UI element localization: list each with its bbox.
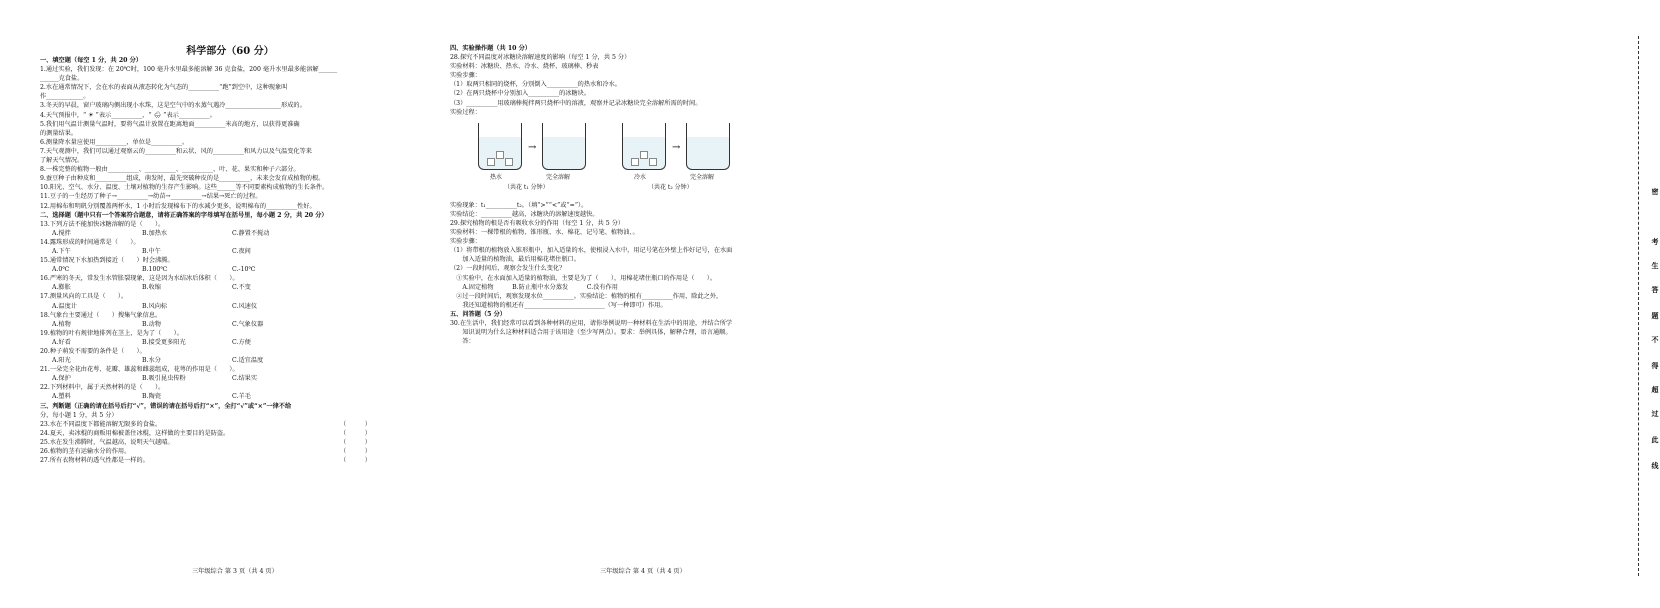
binding-char: 线 (1651, 462, 1660, 469)
sugar-cube (649, 158, 657, 166)
experiment-line: 实验步骤： (450, 238, 481, 246)
question-line: 16.严寒的冬天，常发生水管胀裂现象，这是因为水结冰后体积（ ）。 (40, 275, 239, 283)
option: B.收缩 (142, 284, 161, 292)
judge-text: 24.夏天，卖冰棍的商贩用棉被盖住冰棍，这样做的主要目的是防盗。 (40, 429, 230, 437)
option: A.阳光 (52, 357, 71, 365)
question-line: 6.测量降水量应使用__________，单位是__________。 (40, 138, 189, 146)
footer-right: 三年级综合 第 4 页（共 4 页） (600, 568, 686, 575)
experiment-line: （3）__________用玻璃棒搅拌两只烧杯中的溶液，观察并记录冰糖块完全溶解所需的时间。 (450, 99, 702, 107)
judge-bracket: （ ） (340, 448, 371, 456)
question-line: 7.天气观测中，我们可以通过观察云的__________和云状、风的__________和风力以及气温变化等来 (40, 147, 312, 155)
question-line: 21.一朵完全花由花萼、花瓣、雄蕊和雌蕊组成，花萼的作用是（ ）。 (40, 366, 239, 374)
experiment-line: （1）取两只相同的烧杯，分别倒入__________的热水和冷水。 (450, 81, 621, 89)
question-line: 15.通常情况下水加热到接近（ ）时会沸腾。 (40, 257, 174, 265)
experiment-line: 实验结论：__________越高，冰糖块的溶解速度越快。 (450, 210, 599, 218)
options-row (40, 283, 420, 292)
question-line (40, 456, 420, 465)
question-line (40, 438, 420, 447)
option: B.吸引昆虫传粉 (142, 375, 186, 383)
option: A.0℃ (52, 266, 70, 274)
option: C.-10℃ (232, 266, 256, 274)
hot-dissolved-beaker (542, 123, 586, 170)
arrow-icon: → (528, 141, 537, 153)
experiment-line: 实验现象：t₁__________t₂。（填“>”“<”或“=”）。 (450, 201, 588, 209)
option: A.温度计 (52, 302, 77, 310)
experiment-line: （1）将带根的植物放入锥形瓶中，加入适量的水，使根浸入水中，用记号笔在外壁上作好记号，在水面 (450, 247, 733, 255)
options-row (40, 247, 420, 256)
option: A.搅拌 (52, 229, 71, 237)
question-line (40, 420, 420, 429)
experiment-line: （2）在两只烧杯中分别加入__________的冰糖块。 (450, 90, 591, 98)
experiment-line: 30.在生活中，我们经常可以看到各种材料的应用，请你举例说明一种材料在生活中的用途，并结合所学 (450, 319, 733, 327)
question-line: 18.气象台主要通过（ ）搜集气象信息。 (40, 311, 162, 319)
experiment-line: 实验过程： (450, 108, 481, 116)
beaker-label: （共花 t₂ 分钟） (648, 183, 693, 191)
judge-bracket: （ ） (340, 429, 371, 437)
binding-char: 不 (1651, 336, 1660, 343)
binding-char: 生 (1651, 262, 1660, 269)
question-line: 17.测量风向的工具是（ ）。 (40, 293, 128, 301)
experiment-line: ①实验中，在水面加入适量的植物油，主要是为了（ ），用棉花堵住瓶口的作用是（ ）。 (450, 274, 717, 282)
question-line: 11.豆子的一生经历了种子→__________→幼苗→__________→结果→死亡的过程。 (40, 193, 262, 201)
question-line: 8.一株完整的植物一般由__________、__________、__________、叶、花、果实和种子六部分。 (40, 166, 300, 174)
judge-text: 25.水在发生沸腾时，气温越高，说明天气越晴。 (40, 438, 174, 446)
experiment-line: 实验步骤： (450, 72, 481, 80)
binding-char: 得 (1651, 362, 1660, 369)
cold-water-beaker (622, 123, 666, 170)
experiment-line: A.固定植物 B.防止瓶中水分蒸发 C.没有作用 (450, 283, 618, 291)
hot-water-beaker (478, 123, 522, 170)
option: C.方便 (232, 338, 251, 346)
binding-char: 答 (1651, 286, 1660, 293)
sugar-cube (640, 151, 648, 159)
options-row (40, 302, 420, 311)
option: C.风速仪 (232, 302, 258, 310)
option: A.下午 (52, 247, 71, 255)
question-line: 22.下列材料中，属于天然材料的是（ ）。 (40, 384, 165, 392)
beaker-label: 完全溶解 (546, 173, 571, 181)
beaker-label: 完全溶解 (690, 173, 715, 181)
judge-text: 23.水在不同温度下都能溶解无限多的食盐。 (40, 420, 162, 428)
question-line: 3.冬天的早晨，窗户玻璃内侧出现小水珠，这是空气中的水蒸气遇冷__________________形成的。 (40, 102, 306, 110)
sugar-cube (496, 151, 504, 159)
option: A.塑料 (52, 393, 71, 401)
binding-margin (812, 0, 1660, 608)
option: A.好看 (52, 338, 71, 346)
page-title: 科学部分（60 分） (186, 46, 274, 57)
question-line: 5.我们用气温计测量气温时，要将气温计放置在距离地面__________米高的地方，以获得更准确 (40, 120, 300, 128)
right-column (450, 44, 805, 346)
binding-char: 密 (1651, 188, 1660, 195)
binding-char: 过 (1651, 410, 1660, 417)
question-line: 2.水在通常情况下，会在水的表面从液态转化为气态的__________“跑”到空中，这种现象叫 (40, 84, 288, 92)
sugar-cube (631, 158, 639, 166)
experiment-line: 四、实验操作题（共 10 分） (450, 45, 531, 52)
option: C.夜间 (232, 247, 251, 255)
options-row (40, 320, 420, 329)
question-line: 作____________。 (40, 93, 90, 101)
judge-bracket: （ ） (340, 438, 371, 446)
binding-char: 题 (1651, 312, 1660, 319)
experiment-line: 28.探究不同温度对冰糖块溶解速度的影响（每空 1 分，共 5 分） (450, 54, 631, 62)
option: B.陶瓷 (142, 393, 161, 401)
beaker-label: （共花 t₁ 分钟） (504, 183, 549, 191)
option: C.静置不搅动 (232, 229, 270, 237)
judge-text: 27.所有衣物材料的透气性都是一样的。 (40, 457, 149, 465)
option: C.不变 (232, 284, 251, 292)
binding-char: 超 (1651, 386, 1660, 393)
option: A.保护 (52, 375, 71, 383)
experiment-line: 实验材料：一棵带根的植物、锥形瓶、水、棉花、记号笔、植物油、。 (450, 229, 639, 237)
question-line: 20.种子萌发不需要的条件是（ ）。 (40, 348, 146, 355)
option: B.风向标 (142, 302, 168, 310)
question-line: 分，每小题 1 分，共 5 分） (40, 411, 118, 419)
binding-dashed-line (1638, 36, 1639, 576)
question-line: 1.通过实验，我们发现：在 20℃时，100 毫升水里最多能溶解 36 克食盐，200 毫升水里最多能溶解______ (40, 66, 338, 74)
beaker-figure (450, 119, 805, 201)
question-line (40, 447, 420, 456)
options-row (40, 392, 420, 401)
experiment-line: ②过一段时间后，观察发现水位__________。实验结论：植物的根有__________作用，除此之外， (450, 292, 723, 300)
question-line: 三、判断题（正确的请在括号后打“√”，错误的请在括号后打“×”，全打“√”或“×”一律不给 (40, 402, 292, 410)
options-row (40, 229, 420, 238)
option: A.植物 (52, 320, 71, 328)
option: C.羊毛 (232, 393, 251, 401)
experiment-line: 知识说明为什么这种材料适合用于该用途（至少写两点）。要求：举例具体，解释合理，语言通顺。 (450, 329, 732, 337)
option: B.动物 (142, 320, 161, 328)
question-line: 10.阳光、空气、水分、温度、土壤对植物的生存产生影响。这些______等不同要素构成植物的生长条件。 (40, 184, 329, 192)
option: B.中午 (142, 247, 161, 255)
cold-dissolved-beaker (686, 123, 730, 170)
options-row (40, 338, 420, 347)
option: B.接受更多阳光 (142, 338, 186, 346)
question-line: 的测量结果。 (40, 129, 78, 137)
judge-bracket: （ ） (340, 420, 371, 428)
option: B.水分 (142, 357, 161, 365)
left-column (40, 56, 420, 465)
arrow-icon: → (672, 141, 681, 153)
option: A.膨胀 (52, 284, 71, 292)
question-line: 12.用棉布和明矾分别覆盖两杯水，1 小时后发现棉布下的水减少更多，说明棉布的__________性好。 (40, 202, 316, 210)
experiment-line: 答： (450, 338, 475, 346)
beaker-label: 热水 (490, 173, 503, 181)
experiment-line: （2）一段时间后，观察会发生什么变化？ (450, 265, 566, 273)
question-line: 一、填空题（每空 1 分，共 20 分） (40, 57, 142, 64)
question-line: 19.植物的叶有规律地排列在茎上，是为了（ ）。 (40, 329, 183, 337)
experiment-line: 我还知道植物的根还有__________________________（写一种即可）作用。 (450, 301, 667, 309)
judge-text: 26.植物的茎有运输水分的作用。 (40, 448, 131, 456)
options-row (40, 374, 420, 383)
binding-char: 此 (1651, 436, 1660, 443)
option: C.适宜温度 (232, 357, 264, 365)
question-line: 9.蚕豆种子由种皮和__________组成，萌发时，最先突破种皮的是__________，未来会发育成植物的根。 (40, 175, 325, 183)
footer-left: 三年级综合 第 3 页（共 4 页） (192, 568, 278, 575)
question-line: 二、选择题（题中只有一个答案符合题意，请将正确答案的字母填写在括号里，每小题 2 分，共 20 分） (40, 211, 328, 219)
sugar-cube (487, 158, 495, 166)
experiment-line: 实验材料：冰糖块、热水、冷水、烧杯、玻璃棒、秒表 (450, 63, 599, 71)
experiment-line: 加入适量的植物油，最后用棉花堵住瓶口。 (450, 256, 580, 264)
binding-char: 考 (1651, 238, 1660, 245)
experiment-line: 五、问答题（5 分） (450, 310, 506, 318)
option: C.结果实 (232, 375, 258, 383)
question-line: 13.下列方法不能加快冰糖溶解的是（ ）。 (40, 220, 165, 228)
option: B.100℃ (142, 266, 168, 274)
sugar-cube (505, 158, 513, 166)
beaker-label: 冷水 (634, 173, 647, 181)
question-line: 14.露珠形成的时间通常是（ ）。 (40, 238, 140, 246)
options-row (40, 356, 420, 365)
experiment-line: 29.探究植物的根是否有吸收水分的作用（每空 1 分，共 5 分） (450, 219, 625, 227)
options-row (40, 265, 420, 274)
question-line (40, 429, 420, 438)
question-line: 了解天气情况。 (40, 157, 84, 165)
option: C.气象仪器 (232, 320, 264, 328)
question-line: 4.天气预报中，“ ☀ ”表示__________，“ 🌧 ”表示__________。 (40, 111, 216, 119)
option: B.加热水 (142, 229, 168, 237)
question-line: ______克食盐。 (40, 75, 84, 83)
judge-bracket: （ ） (340, 457, 371, 465)
